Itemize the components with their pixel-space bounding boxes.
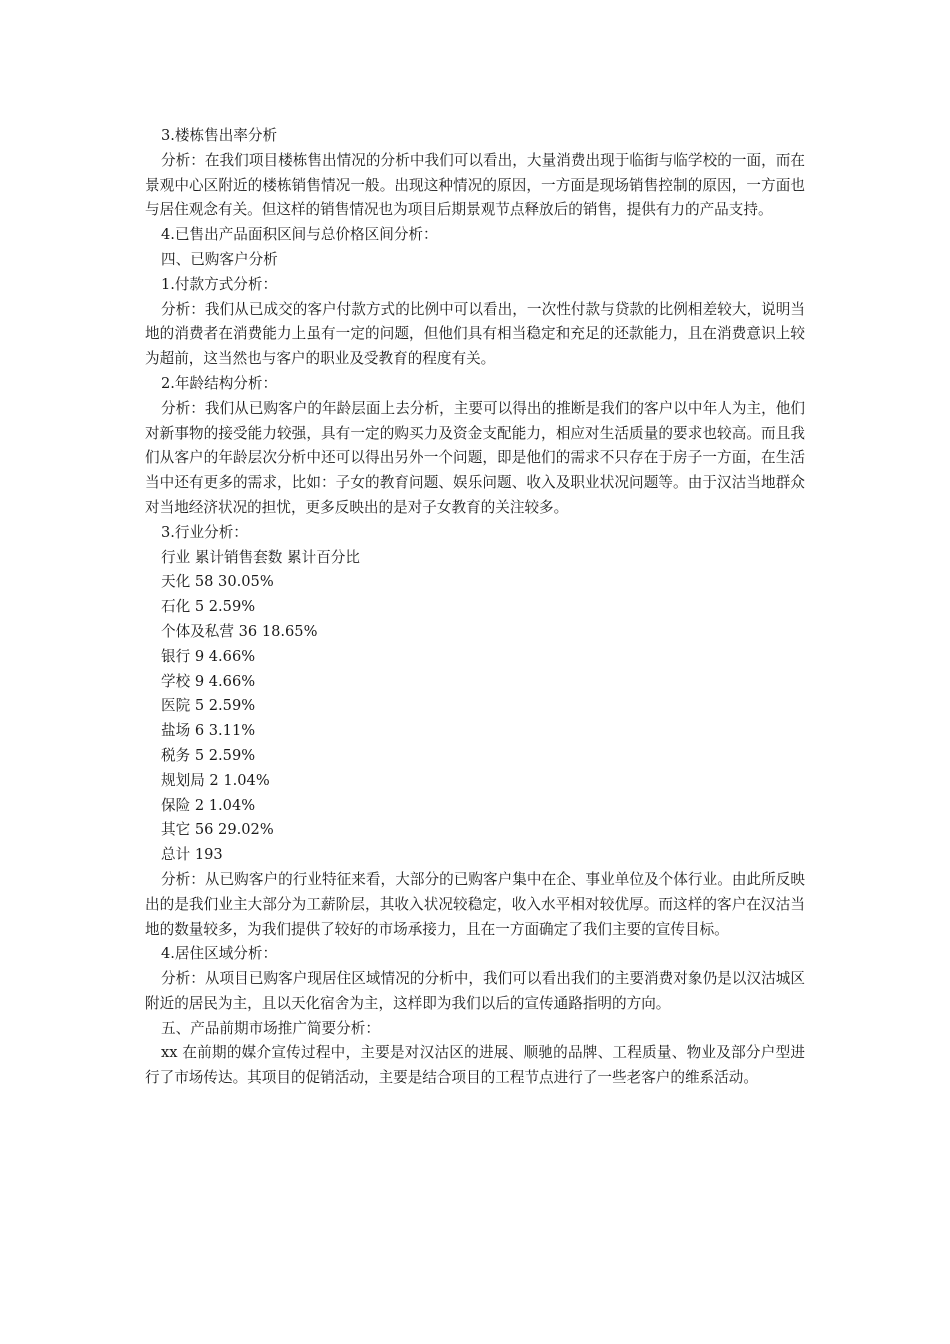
section-heading: 3.行业分析： — [161, 523, 248, 541]
section-heading: 4.居住区域分析： — [161, 945, 278, 963]
chapter-heading: 四、已购客户分析 — [161, 250, 278, 268]
industry-table-total: 总计 193 — [161, 846, 223, 864]
industry-table-row: 个体及私营 36 18.65% — [161, 622, 318, 640]
analysis-paragraph: 分析：我们从已成交的客户付款方式的比例中可以看出，一次性付款与贷款的比例相差较大，说明当地的消费者在消费能力上虽有一定的问题，但他们具有相当稳定和充足的还款能力，且在消费意识上较为超前，这当然也与客户的职业及受教育的程度有关。 — [145, 300, 805, 368]
section-heading: 1.付款方式分析： — [161, 275, 278, 293]
industry-table-row: 天化 58 30.05% — [161, 573, 274, 591]
analysis-paragraph: 分析：从已购客户的行业特征来看，大部分的已购客户集中在企、事业单位及个体行业。由此所反映出的是我们业主大部分为工薪阶层，其收入状况较稳定，收入水平相对较优厚。而这样的客户在汉沽当地的数量较多，为我们提供了较好的市场承接力，且在一方面确定了我们主要的宣传目标。 — [145, 870, 805, 938]
industry-table-row: 税务 5 2.59% — [161, 746, 256, 764]
industry-table-row: 学校 9 4.66% — [161, 672, 256, 690]
section-heading: 2.年龄结构分析： — [161, 374, 278, 392]
analysis-paragraph: 分析：在我们项目楼栋售出情况的分析中我们可以看出，大量消费出现于临街与临学校的一面，而在景观中心区附近的楼栋销售情况一般。出现这种情况的原因，一方面是现场销售控制的原因，一方面也与居住观念有关。但这样的销售情况也为项目后期景观节点释放后的销售，提供有力的产品支持。 — [145, 151, 805, 219]
industry-table-row: 银行 9 4.66% — [161, 647, 256, 665]
document-page — [145, 124, 805, 1091]
body-paragraph: xx 在前期的媒介宣传过程中，主要是对汉沽区的进展、顺驰的品牌、工程质量、物业及部分户型进行了市场传达。其项目的促销活动，主要是结合项目的工程节点进行了一些老客户的维系活动。 — [145, 1044, 805, 1087]
section-heading: 4.已售出产品面积区间与总价格区间分析： — [161, 226, 438, 244]
industry-table-row: 医院 5 2.59% — [161, 697, 256, 715]
analysis-paragraph: 分析：我们从已购客户的年龄层面上去分析，主要可以得出的推断是我们的客户以中年人为主，他们对新事物的接受能力较强，具有一定的购买力及资金支配能力，相应对生活质量的要求也较高。而且我们从客户的年龄层次分析中还可以得出另外一个问题，即是他们的需求不只存在于房子一方面，在生活当中还有更多的需求，比如：子女的教育问题、娱乐问题、收入及职业状况问题等。由于汉沽当地群众对当地经济状况的担忧，更多反映出的是对子女教育的关注较多。 — [145, 399, 805, 516]
industry-table-row: 规划局 2 1.04% — [161, 771, 270, 789]
section-heading: 3.楼栋售出率分析 — [161, 127, 278, 144]
analysis-paragraph: 分析：从项目已购客户现居住区域情况的分析中，我们可以看出我们的主要消费对象仍是以汉沽城区附近的居民为主，且以天化宿舍为主，这样即为我们以后的宣传通路指明的方向。 — [145, 970, 805, 1012]
chapter-heading: 五、产品前期市场推广简要分析： — [161, 1019, 380, 1037]
industry-table-row: 其它 56 29.02% — [161, 821, 274, 839]
industry-table — [145, 546, 805, 868]
industry-table-row: 盐场 6 3.11% — [161, 722, 256, 740]
industry-table-row: 石化 5 2.59% — [161, 598, 256, 616]
industry-table-row: 保险 2 1.04% — [161, 796, 256, 814]
industry-table-header: 行业 累计销售套数 累计百分比 — [161, 548, 360, 566]
